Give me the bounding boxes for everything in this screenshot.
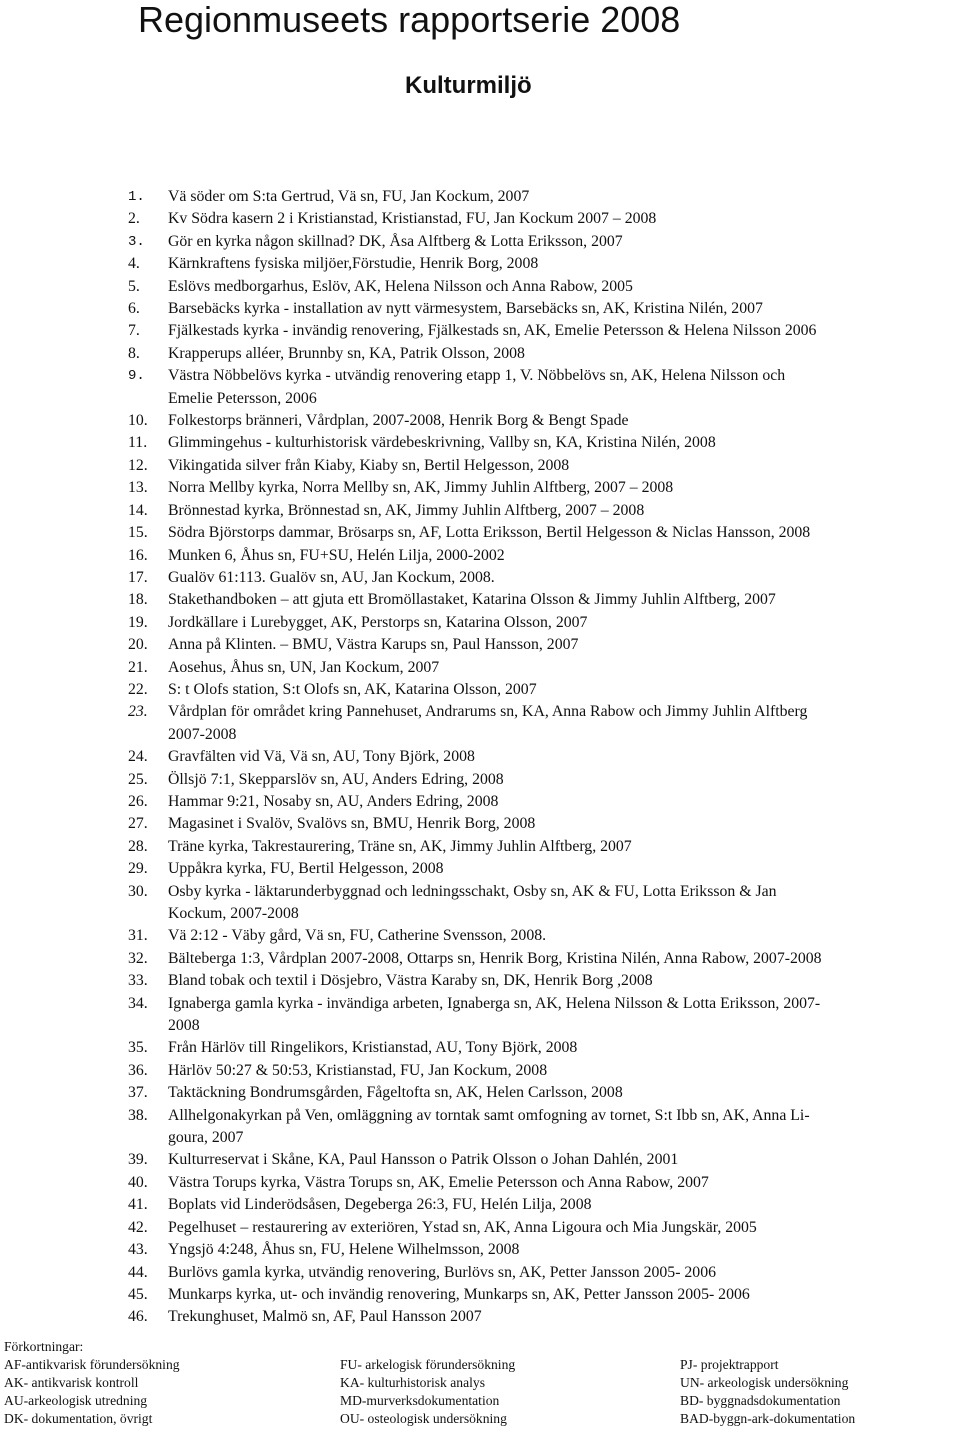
report-title: Ignaberga gamla kyrka - invändiga arbeten, Ignaberga sn, AK, Helena Nilsson & Lotta Eriksson, 2007- bbox=[168, 994, 821, 1012]
report-number: 11. bbox=[128, 434, 148, 452]
report-number: 4. bbox=[128, 255, 140, 273]
report-title: Munken 6, Åhus sn, FU+SU, Helén Lilja, 2000-2002 bbox=[168, 546, 505, 564]
abbreviation-entry: AK- antikvarisk kontroll bbox=[4, 1375, 139, 1390]
abbreviation-entry: UN- arkeologisk undersökning bbox=[680, 1375, 849, 1390]
report-number: 9. bbox=[128, 368, 145, 385]
report-number: 16. bbox=[128, 546, 148, 564]
report-title: Västra Nöbbelövs kyrka - utvändig renovering etapp 1, V. Nöbbelövs sn, AK, Helena Nilsson och bbox=[168, 367, 786, 385]
report-item bbox=[0, 253, 960, 275]
report-title: Glimmingehus - kulturhistorisk värdebeskrivning, Vallby sn, KA, Kristina Nilén, 2008 bbox=[168, 434, 716, 452]
report-item bbox=[0, 231, 960, 253]
report-number: 2. bbox=[128, 210, 140, 228]
report-title: Munkarps kyrka, ut- och invändig renovering, Munkarps sn, AK, Petter Jansson 2005- 2006 bbox=[168, 1285, 750, 1303]
report-item bbox=[0, 320, 960, 342]
report-number: 36. bbox=[128, 1061, 148, 1079]
report-number: 31. bbox=[128, 927, 148, 945]
report-title: Folkestorps bränneri, Vårdplan, 2007-2008, Henrik Borg & Bengt Spade bbox=[168, 412, 629, 430]
report-number: 41. bbox=[128, 1196, 148, 1214]
report-title: Norra Mellby kyrka, Norra Mellby sn, AK, Jimmy Juhlin Alftberg, 2007 – 2008 bbox=[168, 479, 674, 497]
report-number: 46. bbox=[128, 1308, 148, 1326]
report-item bbox=[0, 679, 960, 701]
report-item bbox=[0, 567, 960, 589]
report-title: Boplats vid Linderödsåsen, Degeberga 26:3, FU, Helén Lilja, 2008 bbox=[168, 1196, 592, 1214]
abbreviation-entry: BAD-byggn-ark-dokumentation bbox=[680, 1411, 856, 1426]
report-title-continued: 2007-2008 bbox=[168, 725, 237, 743]
report-item bbox=[0, 836, 960, 858]
report-title-continued: Kockum, 2007-2008 bbox=[168, 905, 299, 922]
report-number: 20. bbox=[128, 636, 148, 654]
report-title: Osby kyrka - läktarunderbyggnad och ledningsschakt, Osby sn, AK & FU, Lotta Eriksson & Jan bbox=[168, 882, 777, 900]
report-item bbox=[0, 1060, 960, 1082]
report-number: 39. bbox=[128, 1151, 148, 1169]
abbreviation-entry: OU- osteologisk undersökning bbox=[340, 1411, 507, 1426]
abbreviations-legend bbox=[4, 1338, 960, 1428]
report-title: Brönnestad kyrka, Brönnestad sn, AK, Jimmy Juhlin Alftberg, 2007 – 2008 bbox=[168, 501, 645, 519]
report-title: Uppåkra kyrka, FU, Bertil Helgesson, 2008 bbox=[168, 860, 444, 878]
report-number: 17. bbox=[128, 568, 148, 586]
report-item bbox=[0, 970, 960, 992]
report-item bbox=[0, 993, 960, 1038]
report-item bbox=[0, 701, 960, 746]
report-item bbox=[0, 948, 960, 970]
report-item bbox=[0, 477, 960, 499]
report-number: 14. bbox=[128, 501, 148, 519]
report-item bbox=[0, 589, 960, 611]
report-title: Bland tobak och textil i Dösjebro, Västra Karaby sn, DK, Henrik Borg ,2008 bbox=[168, 972, 653, 990]
page-subtitle: Kulturmiljö bbox=[405, 72, 532, 99]
abbreviations-heading: Förkortningar: bbox=[4, 1339, 84, 1354]
report-item bbox=[0, 343, 960, 365]
report-number: 25. bbox=[128, 770, 148, 788]
report-number: 21. bbox=[128, 658, 148, 676]
report-title: Kv Södra kasern 2 i Kristianstad, Kristianstad, FU, Jan Kockum 2007 – 2008 bbox=[168, 210, 657, 228]
report-title: Eslövs medborgarhus, Eslöv, AK, Helena Nilsson och Anna Rabow, 2005 bbox=[168, 277, 633, 295]
report-number: 24. bbox=[128, 748, 148, 766]
report-number: 5. bbox=[128, 277, 140, 295]
report-number: 13. bbox=[128, 479, 148, 497]
report-number: 33. bbox=[128, 972, 148, 990]
report-item bbox=[0, 1082, 960, 1104]
report-number: 26. bbox=[128, 792, 148, 810]
report-number: 45. bbox=[128, 1285, 148, 1303]
report-item bbox=[0, 813, 960, 835]
abbreviations-grid bbox=[4, 1356, 960, 1428]
report-title: Vä söder om S:ta Gertrud, Vä sn, FU, Jan Kockum, 2007 bbox=[168, 188, 530, 205]
report-item bbox=[0, 925, 960, 947]
abbreviation-entry: KA- kulturhistorisk analys bbox=[340, 1375, 485, 1390]
abbreviation-entry: DK- dokumentation, övrigt bbox=[4, 1411, 153, 1426]
report-number: 18. bbox=[128, 591, 148, 609]
report-title: Träne kyrka, Takrestaurering, Träne sn, AK, Jimmy Juhlin Alftberg, 2007 bbox=[168, 837, 632, 855]
report-item bbox=[0, 1172, 960, 1194]
report-list bbox=[0, 186, 960, 1329]
report-number: 34. bbox=[128, 994, 148, 1012]
report-item bbox=[0, 410, 960, 432]
report-item bbox=[0, 1217, 960, 1239]
report-title: Kärnkraftens fysiska miljöer,Förstudie, Henrik Borg, 2008 bbox=[168, 255, 539, 273]
report-item bbox=[0, 881, 960, 926]
report-item bbox=[0, 545, 960, 567]
report-number: 19. bbox=[128, 613, 148, 631]
report-item bbox=[0, 612, 960, 634]
report-item bbox=[0, 276, 960, 298]
report-item bbox=[0, 1037, 960, 1059]
report-title-continued: 2008 bbox=[168, 1017, 200, 1035]
report-title: Barsebäcks kyrka - installation av nytt värmesystem, Barsebäcks sn, AK, Kristina Nilén, 2007 bbox=[168, 300, 763, 318]
report-number: 27. bbox=[128, 815, 148, 833]
report-item bbox=[0, 455, 960, 477]
abbreviation-entry: AU-arkeologisk utredning bbox=[4, 1393, 148, 1408]
report-number: 37. bbox=[128, 1084, 148, 1102]
report-item bbox=[0, 1194, 960, 1216]
report-number: 8. bbox=[128, 344, 140, 362]
report-number: 28. bbox=[128, 837, 148, 855]
report-item bbox=[0, 1149, 960, 1171]
report-item bbox=[0, 634, 960, 656]
report-title: Taktäckning Bondrumsgården, Fågeltofta sn, AK, Helen Carlsson, 2008 bbox=[168, 1084, 623, 1102]
report-number: 29. bbox=[128, 860, 148, 878]
report-title: Aosehus, Åhus sn, UN, Jan Kockum, 2007 bbox=[168, 658, 440, 676]
report-title: Hammar 9:21, Nosaby sn, AU, Anders Edring, 2008 bbox=[168, 792, 499, 810]
report-title: Från Härlöv till Ringelikors, Kristianstad, AU, Tony Björk, 2008 bbox=[168, 1039, 578, 1057]
report-number: 6. bbox=[128, 300, 140, 318]
report-number: 22. bbox=[128, 680, 148, 698]
report-item bbox=[0, 769, 960, 791]
report-number: 23. bbox=[128, 703, 148, 721]
report-title-continued: Emelie Petersson, 2006 bbox=[168, 389, 317, 407]
report-title: Bälteberga 1:3, Vårdplan 2007-2008, Ottarps sn, Henrik Borg, Kristina Nilén, Anna Rabow, 2007-2008 bbox=[168, 949, 822, 967]
report-title: Allhelgonakyrkan på Ven, omläggning av torntak samt omfogning av tornet, S:t Ibb sn, AK, Anna Li- bbox=[168, 1106, 810, 1124]
report-number: 30. bbox=[128, 882, 148, 900]
abbreviation-entry: FU- arkelogisk förundersökning bbox=[340, 1357, 516, 1372]
report-title: Trekunghuset, Malmö sn, AF, Paul Hansson 2007 bbox=[168, 1308, 482, 1326]
report-number: 15. bbox=[128, 524, 148, 542]
report-title: Vårdplan för området kring Pannehuset, Andrarums sn, KA, Anna Rabow och Jimmy Juhlin Alftberg bbox=[168, 703, 808, 721]
report-number: 7. bbox=[128, 322, 140, 340]
abbreviation-entry: MD-murverksdokumentation bbox=[340, 1393, 500, 1408]
report-item bbox=[0, 208, 960, 230]
report-item bbox=[0, 1239, 960, 1261]
report-item bbox=[0, 858, 960, 880]
report-number: 43. bbox=[128, 1241, 148, 1259]
page-title: Regionmuseets rapportserie 2008 bbox=[138, 0, 681, 40]
report-item bbox=[0, 1284, 960, 1306]
report-title: Magasinet i Svalöv, Svalövs sn, BMU, Henrik Borg, 2008 bbox=[168, 815, 536, 833]
report-title: S: t Olofs station, S:t Olofs sn, AK, Katarina Olsson, 2007 bbox=[168, 680, 537, 698]
report-number: 12. bbox=[128, 456, 148, 474]
report-title: Vikingatida silver från Kiaby, Kiaby sn, Bertil Helgesson, 2008 bbox=[168, 456, 570, 474]
report-title: Gravfälten vid Vä, Vä sn, AU, Tony Björk, 2008 bbox=[168, 748, 475, 766]
report-item bbox=[0, 432, 960, 454]
report-item bbox=[0, 500, 960, 522]
report-number: 38. bbox=[128, 1106, 148, 1124]
report-title: Fjälkestads kyrka - invändig renovering, Fjälkestads sn, AK, Emelie Petersson & Helena Nilsson 2006 bbox=[168, 322, 817, 340]
report-number: 35. bbox=[128, 1039, 148, 1057]
report-item bbox=[0, 657, 960, 679]
report-number: 44. bbox=[128, 1263, 148, 1281]
report-title: Yngsjö 4:248, Åhus sn, FU, Helene Wilhelmsson, 2008 bbox=[168, 1241, 520, 1259]
report-title: Anna på Klinten. – BMU, Västra Karups sn, Paul Hansson, 2007 bbox=[168, 636, 579, 654]
report-title: Vä 2:12 - Väby gård, Vä sn, FU, Catherine Svensson, 2008. bbox=[168, 927, 547, 945]
report-item bbox=[0, 522, 960, 544]
report-item bbox=[0, 298, 960, 320]
report-title: Jordkällare i Lurebygget, AK, Perstorps sn, Katarina Olsson, 2007 bbox=[168, 613, 588, 631]
report-title: Burlövs gamla kyrka, utvändig renovering, Burlövs sn, AK, Petter Jansson 2005- 2006 bbox=[168, 1263, 717, 1281]
report-number: 10. bbox=[128, 412, 148, 430]
report-number: 42. bbox=[128, 1218, 148, 1236]
report-item bbox=[0, 791, 960, 813]
report-title: Kulturreservat i Skåne, KA, Paul Hansson o Patrik Olsson o Johan Dahlén, 2001 bbox=[168, 1151, 679, 1169]
report-title: Öllsjö 7:1, Skepparslöv sn, AU, Anders Edring, 2008 bbox=[168, 770, 504, 788]
report-number: 3. bbox=[128, 233, 145, 250]
abbreviation-entry: BD- byggnadsdokumentation bbox=[680, 1393, 841, 1408]
report-number: 32. bbox=[128, 949, 148, 967]
report-item bbox=[0, 365, 960, 410]
report-title: Stakethandboken – att gjuta ett Bromöllastaket, Katarina Olsson & Jimmy Juhlin Alftberg, 2007 bbox=[168, 591, 776, 609]
report-item bbox=[0, 1306, 960, 1328]
report-title: Härlöv 50:27 & 50:53, Kristianstad, FU, Jan Kockum, 2008 bbox=[168, 1061, 548, 1079]
report-title-continued: goura, 2007 bbox=[168, 1129, 244, 1147]
abbreviation-entry: AF-antikvarisk förundersökning bbox=[4, 1357, 180, 1372]
report-title: Gör en kyrka någon skillnad? DK, Åsa Alftberg & Lotta Eriksson, 2007 bbox=[168, 232, 623, 250]
report-title: Södra Björstorps dammar, Brösarps sn, AF, Lotta Eriksson, Bertil Helgesson & Niclas Hansson, 2008 bbox=[168, 524, 811, 542]
report-title: Pegelhuset – restaurering av exteriören, Ystad sn, AK, Anna Ligoura och Mia Jungskär, 2005 bbox=[168, 1218, 757, 1236]
report-item bbox=[0, 746, 960, 768]
report-item bbox=[0, 186, 960, 208]
report-item bbox=[0, 1262, 960, 1284]
report-item bbox=[0, 1105, 960, 1150]
abbreviation-entry: PJ- projektrapport bbox=[680, 1357, 779, 1372]
report-title: Västra Torups kyrka, Västra Torups sn, AK, Emelie Petersson och Anna Rabow, 2007 bbox=[168, 1173, 709, 1191]
report-title: Gualöv 61:113. Gualöv sn, AU, Jan Kockum, 2008. bbox=[168, 568, 495, 586]
report-title: Krapperups alléer, Brunnby sn, KA, Patrik Olsson, 2008 bbox=[168, 344, 525, 362]
report-number: 40. bbox=[128, 1173, 148, 1191]
report-number: 1. bbox=[128, 189, 145, 205]
